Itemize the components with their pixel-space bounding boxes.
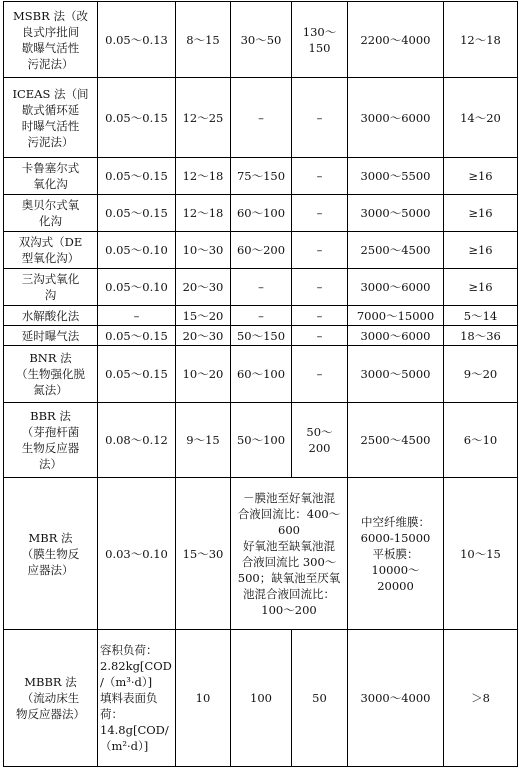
- table-cell: 10: [176, 630, 231, 767]
- table-cell: 0.05～0.15: [98, 326, 176, 346]
- table-row: [4, 306, 518, 326]
- process-name-cell: 奥贝尔式氧 化沟: [4, 195, 98, 232]
- table-cell-reflux-ratio: －膜池至好氧池混 合液回流比：400～ 600 好氧池至缺氧池混 合液回流比 300～ 500；缺氧池至厌氧 池混合液回流比： 100～200: [231, 478, 348, 630]
- table-cell: 75～150: [231, 158, 292, 195]
- process-name-cell: MBR 法 （膜生物反 应器法）: [4, 478, 98, 630]
- table-row: [4, 478, 518, 630]
- table-cell: 0.05～0.15: [98, 78, 176, 158]
- table-cell: 0.05～0.10: [98, 232, 176, 269]
- table-row: [4, 346, 518, 403]
- table-cell: 100: [231, 630, 292, 767]
- table-row: [4, 630, 518, 767]
- table-cell: –: [292, 269, 348, 306]
- process-name-cell: ICEAS 法（间 歇式循环延 时曝气活性 污泥法）: [4, 78, 98, 158]
- table-cell: 0.05～0.15: [98, 346, 176, 403]
- table-body-membrane: [4, 478, 518, 767]
- table-cell: 0.05～0.15: [98, 195, 176, 232]
- table-cell: 9～15: [176, 403, 231, 478]
- table-cell: 5～14: [444, 306, 518, 326]
- table-row: [4, 195, 518, 232]
- table-cell: 3000～4000: [348, 630, 444, 767]
- table-cell: 中空纤维膜： 6000-15000 平板膜： 10000～ 20000: [348, 478, 444, 630]
- table-cell: 50: [292, 630, 348, 767]
- table-cell: –: [231, 78, 292, 158]
- table-cell: ≥16: [444, 232, 518, 269]
- table-cell: –: [292, 326, 348, 346]
- table-row: [4, 326, 518, 346]
- table-cell: 7000～15000: [348, 306, 444, 326]
- table-cell: 130～ 150: [292, 2, 348, 78]
- table-cell: 60～100: [231, 346, 292, 403]
- table-cell: 50～ 200: [292, 403, 348, 478]
- table-cell: –: [292, 346, 348, 403]
- table-cell: 60～100: [231, 195, 292, 232]
- table-row: [4, 232, 518, 269]
- table-cell: 3000～6000: [348, 78, 444, 158]
- table-cell: 2200～4000: [348, 2, 444, 78]
- table-cell: –: [292, 158, 348, 195]
- table-cell: 12～18: [444, 2, 518, 78]
- table-row: [4, 269, 518, 306]
- table-cell: ≥16: [444, 195, 518, 232]
- table-cell: 10～15: [444, 478, 518, 630]
- table-cell: –: [98, 306, 176, 326]
- process-name-cell: 三沟式氧化 沟: [4, 269, 98, 306]
- table-cell: 20～30: [176, 269, 231, 306]
- table-cell: 8～15: [176, 2, 231, 78]
- process-name-cell: BNR 法 （生物强化脱 氮法）: [4, 346, 98, 403]
- process-name-cell: 卡鲁塞尔式 氧化沟: [4, 158, 98, 195]
- table-cell: 12～18: [176, 195, 231, 232]
- table-cell: 12～25: [176, 78, 231, 158]
- process-name-cell: 水解酸化法: [4, 306, 98, 326]
- table-body: [4, 2, 518, 478]
- table-cell: 10～20: [176, 346, 231, 403]
- table-cell: 3000～5000: [348, 346, 444, 403]
- table-cell: 10～30: [176, 232, 231, 269]
- table-cell: 3000～6000: [348, 269, 444, 306]
- table-cell: –: [231, 306, 292, 326]
- process-name-cell: 双沟式（DE 型氧化沟）: [4, 232, 98, 269]
- table-cell: –: [292, 306, 348, 326]
- process-name-cell: 延时曝气法: [4, 326, 98, 346]
- table-cell: 15～30: [176, 478, 231, 630]
- table-cell: 15～20: [176, 306, 231, 326]
- table-cell: 30～50: [231, 2, 292, 78]
- table-cell: 容积负荷： 2.82kg[COD /（m³·d）] 填料表面负 荷： 14.8g[COD/ （m²·d）]: [98, 630, 176, 767]
- table-cell: 12～18: [176, 158, 231, 195]
- table-row: [4, 158, 518, 195]
- table-cell: –: [231, 269, 292, 306]
- table-row: [4, 78, 518, 158]
- table-cell: 0.08～0.12: [98, 403, 176, 478]
- table-cell: 0.05～0.15: [98, 158, 176, 195]
- table-cell: ≥16: [444, 269, 518, 306]
- table-cell: 3000～5000: [348, 195, 444, 232]
- process-name-cell: MSBR 法（改 良式序批间 歇曝气活性 污泥法）: [4, 2, 98, 78]
- table-cell: 50～150: [231, 326, 292, 346]
- process-name-cell: MBBR 法 （流动床生 物反应器法）: [4, 630, 98, 767]
- process-parameter-table: [3, 1, 518, 767]
- table-cell: 0.05～0.13: [98, 2, 176, 78]
- process-name-cell: BBR 法 （芽孢杆菌 生物反应器 法）: [4, 403, 98, 478]
- table-cell: 2500～4500: [348, 232, 444, 269]
- table-cell: 3000～5500: [348, 158, 444, 195]
- table-cell: 18～36: [444, 326, 518, 346]
- table-cell: 20～30: [176, 326, 231, 346]
- table-row: [4, 403, 518, 478]
- table-cell: 14～20: [444, 78, 518, 158]
- table-cell: –: [292, 78, 348, 158]
- table-cell: –: [292, 232, 348, 269]
- table-cell: 60～200: [231, 232, 292, 269]
- table-cell: ≥16: [444, 158, 518, 195]
- table-cell: 9～20: [444, 346, 518, 403]
- table-cell: 50～100: [231, 403, 292, 478]
- table-cell: ＞8: [444, 630, 518, 767]
- table-cell: –: [292, 195, 348, 232]
- table-cell: 0.05～0.10: [98, 269, 176, 306]
- table-cell: 6～10: [444, 403, 518, 478]
- table-cell: 3000～6000: [348, 326, 444, 346]
- table-cell: 0.03～0.10: [98, 478, 176, 630]
- table-cell: 2500～4500: [348, 403, 444, 478]
- table-row: [4, 2, 518, 78]
